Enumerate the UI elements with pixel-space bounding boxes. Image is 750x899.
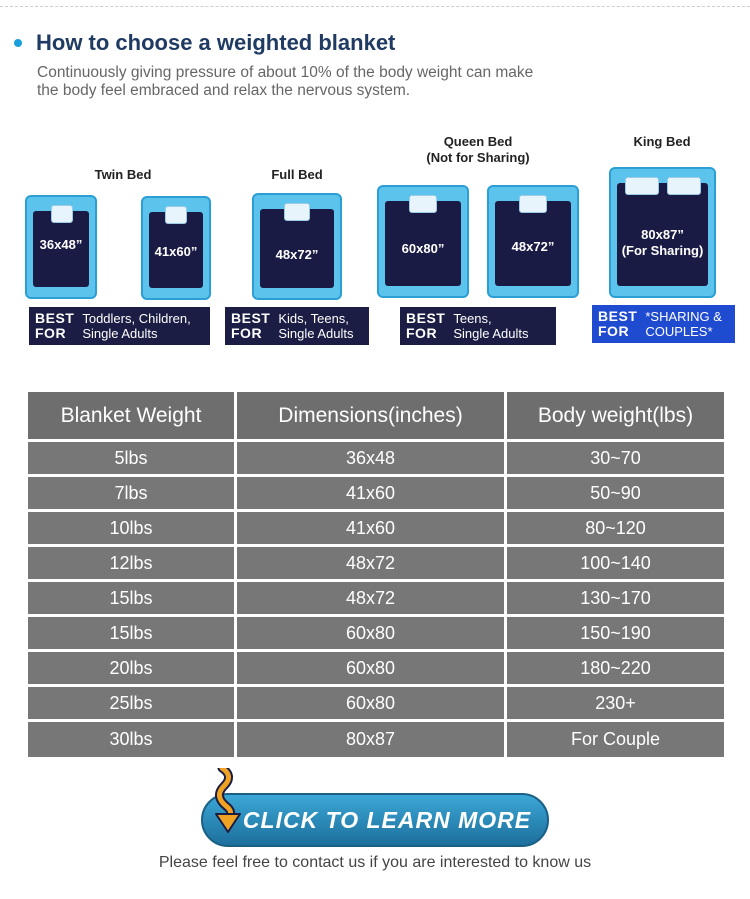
table-cell: 60x80: [237, 617, 507, 652]
table-cell: 230+: [507, 687, 724, 722]
bed-size-label: 48x72”: [275, 247, 319, 262]
queen-bed-image-2: [487, 185, 579, 298]
table-row: [28, 722, 724, 757]
table-cell: 80~120: [507, 512, 724, 547]
table-header-row: [28, 392, 724, 442]
king-bed-title: King Bed: [633, 134, 691, 149]
pillow-icon: [51, 205, 73, 223]
queen-bed-image-1: [377, 185, 469, 298]
table-cell: 36x48: [237, 442, 507, 477]
table-cell: 100~140: [507, 547, 724, 582]
table-cell: 25lbs: [28, 687, 237, 722]
table-cell: 60x80: [237, 687, 507, 722]
table-cell: 48x72: [237, 582, 507, 617]
table-row: [28, 512, 724, 547]
twin-bed-title: Twin Bed: [94, 167, 152, 182]
table-cell: 180~220: [507, 652, 724, 687]
bed-size-label: 36x48”: [39, 237, 83, 252]
pillow-icon: [625, 177, 659, 195]
section-heading: [14, 30, 395, 56]
page-title: How to choose a weighted blanket: [36, 30, 396, 55]
table-cell: 150~190: [507, 617, 724, 652]
bed-size-label: 41x60”: [154, 244, 198, 259]
bed-size-note: (For Sharing): [621, 243, 704, 258]
pillow-icon: [284, 203, 310, 221]
full-best-for-badge: BEST FOR Kids, Teens, Single Adults: [225, 307, 369, 345]
table-cell: 5lbs: [28, 442, 237, 477]
pillow-icon: [165, 206, 187, 224]
table-cell: 50~90: [507, 477, 724, 512]
table-cell: 60x80: [237, 652, 507, 687]
bed-size-label: 60x80”: [401, 241, 445, 256]
table-cell: 20lbs: [28, 652, 237, 687]
table-cell: 30~70: [507, 442, 724, 477]
table-cell: 10lbs: [28, 512, 237, 547]
table-row: [28, 547, 724, 582]
pillow-icon: [519, 195, 547, 213]
contact-note: Please feel free to contact us if you are interested to know us: [158, 854, 592, 871]
learn-more-label: CLICK TO LEARN MORE: [242, 806, 532, 833]
table-cell: 12lbs: [28, 547, 237, 582]
table-cell: For Couple: [507, 722, 724, 757]
twin-bed-image-1: [25, 195, 97, 299]
size-chart-table: [28, 392, 724, 757]
column-header: Body weight(lbs): [507, 392, 724, 442]
twin-best-for-badge: BEST FOR Toddlers, Children, Single Adults: [29, 307, 210, 345]
bed-size-label: 80x87”: [641, 227, 684, 242]
learn-more-button[interactable]: [201, 793, 549, 847]
table-cell: 48x72: [237, 547, 507, 582]
table-row: [28, 687, 724, 722]
queen-bed-title: Queen Bed (Not for Sharing): [426, 134, 530, 165]
table-row: [28, 652, 724, 687]
table-row: [28, 582, 724, 617]
bed-size-label: 48x72”: [511, 239, 555, 254]
bullet-icon: [14, 39, 22, 47]
table-cell: 15lbs: [28, 617, 237, 652]
table-cell: 130~170: [507, 582, 724, 617]
table-cell: 41x60: [237, 477, 507, 512]
twin-bed-image-2: [141, 196, 211, 300]
page-subtitle: Continuously giving pressure of about 10% of the body weight can make the body feel embraced and relax the nervous system.: [37, 64, 534, 99]
table-cell: 30lbs: [28, 722, 237, 757]
table-row: [28, 617, 724, 652]
table-row: [28, 477, 724, 512]
pillow-icon: [409, 195, 437, 213]
king-best-for-badge: BEST FOR *SHARING & COUPLES*: [592, 305, 735, 343]
full-bed-image: [252, 193, 342, 300]
table-cell: 7lbs: [28, 477, 237, 512]
table-row: [28, 442, 724, 477]
column-header: Blanket Weight: [28, 392, 237, 442]
table-cell: 41x60: [237, 512, 507, 547]
full-bed-title: Full Bed: [271, 167, 323, 182]
queen-best-for-badge: BEST FOR Teens, Single Adults: [400, 307, 556, 345]
top-divider: [0, 6, 750, 7]
table-cell: 15lbs: [28, 582, 237, 617]
squiggly-arrow-icon: [212, 768, 244, 834]
pillow-icon: [667, 177, 701, 195]
table-cell: 80x87: [237, 722, 507, 757]
column-header: Dimensions(inches): [237, 392, 507, 442]
king-bed-image: [609, 167, 716, 298]
